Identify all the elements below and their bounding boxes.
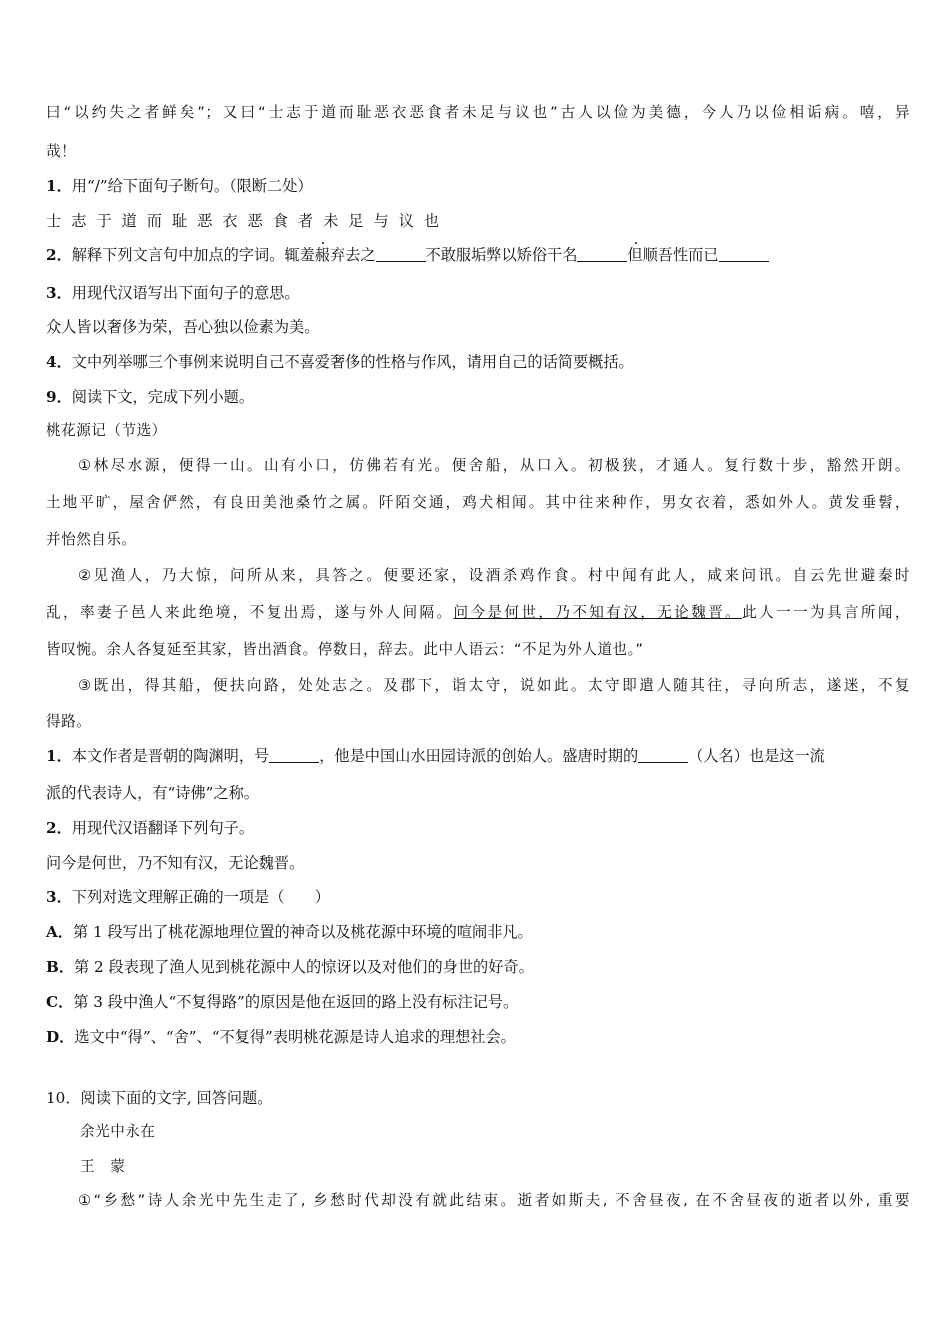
- option-text: 第 2 段表现了渔人见到桃花源中人的惊讶以及对他们的身世的好奇。: [74, 958, 534, 976]
- question-text: 用“/”给下面句子断句。（限断二处）: [71, 177, 313, 195]
- question-number: 2．: [46, 246, 72, 264]
- question-text: 阅读下文，完成下列小题。: [71, 388, 255, 406]
- answer-blank[interactable]: [269, 748, 319, 763]
- passage-line: [46, 603, 910, 623]
- question-number: 1．: [46, 747, 72, 765]
- question-text: 解释下列文言句中加点的字词。辄羞: [71, 246, 315, 264]
- passage-line: 并怡然自乐。: [46, 531, 137, 548]
- question-sentence: 问今是何世，乃不知有汉，无论魏晋。: [46, 854, 305, 872]
- question-3: [46, 283, 910, 303]
- passage-line: 皆叹惋。余人各复延至其家，皆出酒食。停数日，辞去。此中人语云：“不足为外人道也。”: [46, 641, 644, 658]
- question-text: ，他是中国山水田园诗派的创始人。盛唐时期的: [319, 747, 639, 765]
- passage-text: 此人一一为具言所闻，: [742, 604, 910, 621]
- question-10: [46, 1088, 910, 1108]
- option-d[interactable]: [46, 1027, 910, 1047]
- passage-line: 曰“以约失之者鲜矣”；又曰“士志于道而耻恶衣恶食者未足与议也”古人以俭为美德，今人乃以俭相诟病。嘻，异: [46, 104, 910, 121]
- passage-line: ①林尽水源，便得一山。山有小口，仿佛若有光。便舍船，从口入。初极狭，才通人。复行数十步，豁然开朗。: [78, 457, 910, 474]
- option-text: 选文中“得”、“舍”、“不复得”表明桃花源是诗人追求的理想社会。: [74, 1028, 516, 1046]
- option-text: 第 3 段中渔人“不复得路”的原因是他在返回的路上没有标注记号。: [73, 993, 519, 1011]
- question-text: 文中列举哪三个事例来说明自己不喜爱奢侈的性格与作风，请用自己的话简要概括。: [71, 353, 634, 371]
- question-2: [46, 245, 910, 265]
- option-label: A．: [46, 923, 73, 941]
- question-text: 下列对选文理解正确的一项是（ ）: [71, 888, 330, 906]
- option-text: 第 1 段写出了桃花源地理位置的神奇以及桃花源中环境的喧闹非凡。: [72, 923, 533, 941]
- passage-author: 王 蒙: [80, 1158, 126, 1175]
- passage-line: ②见渔人，乃大惊，问所从来，具答之。便要还家，设酒杀鸡作食。村中闻有此人，咸来问讯。自云先世避秦时: [78, 567, 910, 584]
- question-number: 4．: [46, 353, 72, 371]
- question-number: 9．: [46, 388, 72, 406]
- answer-blank[interactable]: [638, 748, 688, 763]
- question-number: 1．: [46, 177, 72, 195]
- question-9: [46, 387, 910, 407]
- question-line: 派的代表诗人，有“诗佛”之称。: [46, 784, 259, 802]
- question-1: [46, 176, 910, 196]
- dotted-char: 但: [627, 246, 643, 264]
- passage-title: 桃花源记（节选）: [46, 422, 167, 439]
- subquestion-2: [46, 818, 910, 838]
- option-label: C．: [46, 993, 74, 1011]
- question-text: 用现代汉语翻译下列句子。: [71, 819, 255, 837]
- question-text: 阅读下面的文字, 回答问题。: [80, 1089, 273, 1107]
- question-number: 3．: [46, 888, 72, 906]
- answer-blank[interactable]: [719, 247, 769, 262]
- question-text: 本文作者是晋朝的陶渊明，号: [71, 747, 270, 765]
- question-number: 2．: [46, 819, 72, 837]
- question-text: 不敢服垢弊以矫俗干名: [425, 246, 578, 264]
- question-number: 10．: [46, 1089, 81, 1107]
- subquestion-1: [46, 746, 910, 766]
- question-text: 弃去之: [329, 246, 376, 264]
- question-4: [46, 352, 910, 372]
- dotted-char: 赧: [314, 246, 330, 264]
- question-sentence: 众人皆以奢侈为荣，吾心独以俭素为美。: [46, 318, 320, 336]
- question-number: 3．: [46, 284, 72, 302]
- passage-line: ③既出，得其船，便扶向路，处处志之。及郡下，诣太守，说如此。太守即遣人随其往，寻向所志，遂迷，不复: [78, 677, 910, 694]
- option-a[interactable]: [46, 922, 910, 942]
- passage-text: 乱，率妻子邑人来此绝境，不复出焉，遂与外人间隔。: [46, 604, 454, 621]
- question-sentence: 士志于道而耻恶衣恶食者未足与议也: [46, 212, 449, 230]
- passage-title: 余光中永在: [80, 1123, 156, 1140]
- passage-line: ①“乡愁”诗人余光中先生走了, 乡愁时代却没有就此结束。逝者如斯夫, 不舍昼夜, 在不舍昼夜的逝者以外, 重要: [78, 1192, 910, 1209]
- option-label: B．: [46, 958, 75, 976]
- underlined-sentence: 问今是何世，乃不知有汉，无论魏晋。: [453, 604, 743, 621]
- passage-line: 土地平旷，屋舍俨然，有良田美池桑竹之属。阡陌交通，鸡犬相闻。其中往来种作，男女衣着，悉如外人。黄发垂髫，: [46, 494, 910, 511]
- answer-blank[interactable]: [577, 247, 627, 262]
- option-b[interactable]: [46, 957, 910, 977]
- question-text: 用现代汉语写出下面句子的意思。: [71, 284, 300, 302]
- option-label: D．: [46, 1028, 75, 1046]
- option-c[interactable]: [46, 992, 910, 1012]
- question-text: （人名）也是这一流: [688, 747, 825, 765]
- question-text: 顺吾性而已: [642, 246, 719, 264]
- passage-line: 哉！: [46, 143, 77, 160]
- subquestion-3: [46, 887, 910, 907]
- answer-blank[interactable]: [376, 247, 426, 262]
- passage-line: 得路。: [46, 713, 92, 730]
